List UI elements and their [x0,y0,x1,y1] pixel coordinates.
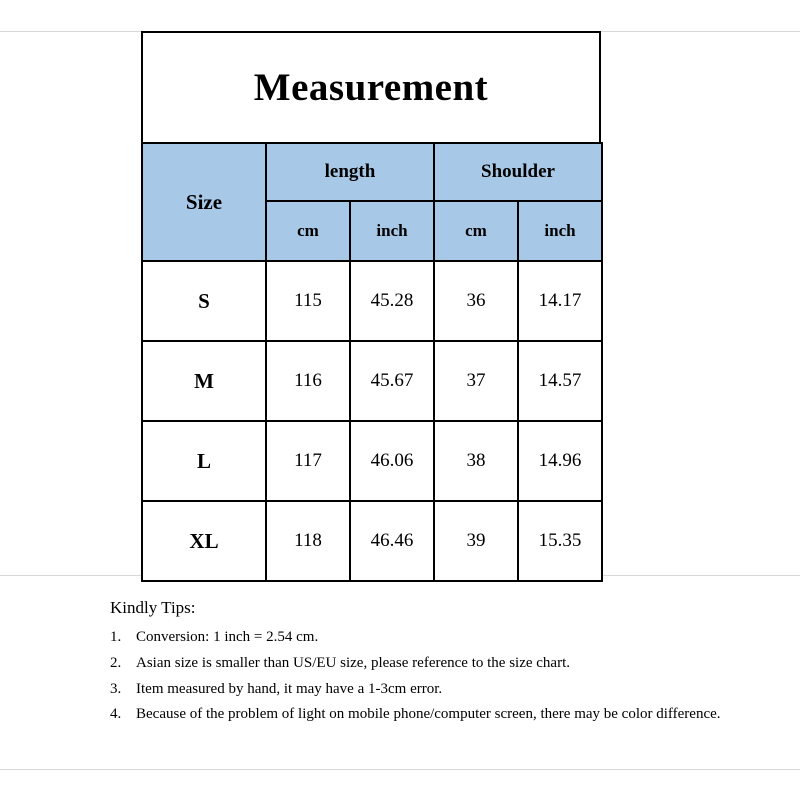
column-header-length: length [266,143,434,201]
list-item [110,627,730,649]
table-head [142,143,602,261]
measurement-title-box [141,31,601,142]
table-row [142,341,602,421]
cell-length-inch: 46.06 [350,421,434,501]
cell-shoulder-inch: 14.17 [518,261,602,341]
column-header-shoulder: Shoulder [434,143,602,201]
column-header-length-cm: cm [266,201,350,261]
list-item [110,679,730,701]
cell-length-inch: 46.46 [350,501,434,581]
cell-shoulder-cm: 37 [434,341,518,421]
cell-length-cm: 117 [266,421,350,501]
tip-text: Asian size is smaller than US/EU size, please reference to the size chart. [136,654,570,671]
column-header-length-inch: inch [350,201,434,261]
divider-bottom [0,769,800,770]
list-item [110,704,730,726]
tips-heading: Kindly Tips: [110,598,196,617]
tip-text: Conversion: 1 inch = 2.54 cm. [136,629,319,645]
cell-size: M [142,341,266,421]
cell-shoulder-inch: 14.57 [518,341,602,421]
cell-shoulder-cm: 36 [434,261,518,341]
tip-number: 4. [110,706,122,723]
page-title: Measurement [253,66,489,109]
cell-size: XL [142,501,266,581]
column-header-shoulder-inch: inch [518,201,602,261]
cell-length-cm: 115 [266,261,350,341]
table-body [142,261,602,581]
tips-list [110,627,730,726]
tip-text: Item measured by hand, it may have a 1-3cm error. [136,680,443,697]
column-header-size: Size [142,143,266,261]
column-header-shoulder-cm: cm [434,201,518,261]
table-header-group-row [142,143,602,201]
measurement-table [141,142,603,582]
cell-length-cm: 116 [266,341,350,421]
table-row [142,501,602,581]
tip-number: 2. [110,654,122,671]
kindly-tips-section [110,598,730,730]
cell-shoulder-inch: 14.96 [518,421,602,501]
tip-number: 1. [110,629,122,645]
cell-size: S [142,261,266,341]
cell-shoulder-cm: 38 [434,421,518,501]
tip-number: 3. [110,680,122,697]
cell-length-cm: 118 [266,501,350,581]
tip-text: Because of the problem of light on mobile phone/computer screen, there may be color difference. [136,706,721,723]
cell-length-inch: 45.28 [350,261,434,341]
cell-size: L [142,421,266,501]
cell-shoulder-inch: 15.35 [518,501,602,581]
table-row [142,261,602,341]
list-item [110,653,730,675]
cell-length-inch: 45.67 [350,341,434,421]
table-row [142,421,602,501]
cell-shoulder-cm: 39 [434,501,518,581]
